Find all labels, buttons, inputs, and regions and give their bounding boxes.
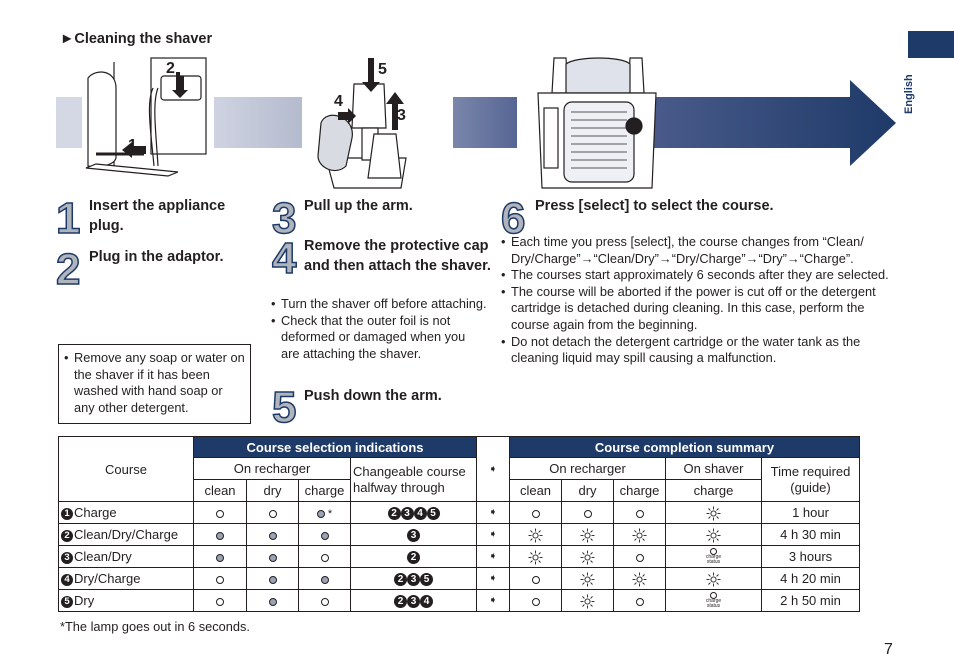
col-charge: charge [666, 480, 762, 502]
completion-cell [510, 502, 562, 524]
lamp-off-icon [216, 598, 224, 606]
course-name: Dry [74, 593, 95, 608]
note-item: • Remove any soap or water on the shaver if it has been washed with hand soap or any other detergent. [64, 350, 246, 416]
step-6-bullets [501, 234, 896, 367]
completion-cell [562, 568, 614, 590]
lamp-on-icon [216, 554, 224, 562]
step-6-bullet: • Each time you press [select], the course changes from “Clean/ Dry/Charge”→“Clean/Dry”→“Dry/Charge”→“Dry”→“Charge”. [501, 234, 896, 267]
charge-status-text: charge status [705, 554, 722, 566]
indicator-cell [247, 568, 299, 590]
course-number: 1 [61, 508, 73, 520]
language-tab-text: English [903, 74, 915, 114]
row-arrow-icon: ➧ [477, 502, 510, 524]
course-name: Dry/Charge [74, 571, 141, 586]
course-rows [59, 502, 860, 612]
band-segment-1 [56, 97, 82, 148]
changeable-cell [351, 502, 477, 524]
table-row [59, 590, 860, 612]
illus-label-3: 3 [397, 107, 406, 124]
plug-illustration [86, 58, 206, 176]
lamp-on-icon [269, 576, 277, 584]
charge-status-icon [703, 548, 725, 565]
indicator-cell [247, 524, 299, 546]
completion-cell [666, 502, 762, 524]
row-arrow-icon: ➧ [477, 546, 510, 568]
col-charge: charge [299, 480, 351, 502]
illus-label-5: 5 [378, 61, 387, 78]
lamp-on-icon [321, 576, 329, 584]
time-cell: 4 h 30 min [762, 524, 860, 546]
indicator-cell [299, 568, 351, 590]
step-6-text: Press [select] to select the course. [535, 198, 774, 214]
completion-cell [510, 546, 562, 568]
indicator-cell [299, 524, 351, 546]
completion-cell [562, 590, 614, 612]
indicator-cell [299, 546, 351, 568]
lamp-lit-icon [706, 528, 721, 543]
completion-cell [510, 524, 562, 546]
table-row [59, 546, 860, 568]
comp-on-shaver: On shaver [666, 458, 762, 480]
step-4-bullets [271, 296, 487, 362]
lamp-lit-icon [632, 528, 647, 543]
language-tab-label [903, 54, 917, 114]
changeable-course-number: 5 [427, 507, 440, 520]
lamp-on-icon [269, 532, 277, 540]
step-6-number: 6 [501, 194, 526, 243]
changeable-course-number: 4 [420, 595, 433, 608]
completion-cell [614, 590, 666, 612]
lamp-off-icon [636, 510, 644, 518]
lamp-lit-icon [706, 506, 721, 521]
step-6-bullet: • The course will be aborted if the power is cut off or the detergent cartridge is detached during cleaning. In this case, perform the course again from the beginning. [501, 284, 896, 334]
lamp-lit-icon [528, 528, 543, 543]
time-cell: 3 hours [762, 546, 860, 568]
step-5-text: Push down the arm. [304, 388, 442, 404]
time-cell: 1 hour [762, 502, 860, 524]
illustration-band [56, 48, 901, 193]
completion-cell [666, 568, 762, 590]
course-name-cell [59, 524, 194, 546]
step-4-bullet: • Check that the outer foil is not deformed or damaged when you are attaching the shaver. [271, 313, 487, 363]
lamp-lit-icon [580, 572, 595, 587]
time-cell: 4 h 20 min [762, 568, 860, 590]
completion-cell [666, 546, 762, 568]
step-1-text: Insert the appliance plug. [89, 198, 226, 234]
step-4-bullet: • Turn the shaver off before attaching. [271, 296, 487, 313]
indicator-cell [194, 590, 247, 612]
course-number: 2 [61, 530, 73, 542]
row-arrow-icon: ➧ [477, 568, 510, 590]
charge-status-text: charge status [705, 598, 722, 610]
time-header: Time required (guide) [762, 458, 860, 502]
changeable-course-number: 3 [407, 529, 420, 542]
changeable-course-number: 3 [401, 507, 414, 520]
changeable-cell [351, 568, 477, 590]
changeable-course-number: 5 [420, 573, 433, 586]
changeable-course-number: 2 [388, 507, 401, 520]
lamp-on-icon [216, 532, 224, 540]
col-dry: dry [562, 480, 614, 502]
step-4-number: 4 [272, 234, 297, 283]
asterisk-mark: * [327, 508, 333, 520]
changeable-cell [351, 524, 477, 546]
indicator-cell [194, 524, 247, 546]
lamp-off-icon [321, 554, 329, 562]
row-arrow-icon: ➧ [477, 524, 510, 546]
completion-cell [614, 546, 666, 568]
completion-header: Course completion summary [510, 437, 860, 458]
indicator-cell [299, 590, 351, 612]
completion-cell [666, 590, 762, 612]
comp-on-recharger: On recharger [510, 458, 666, 480]
course-name-cell [59, 546, 194, 568]
illus-label-2: 2 [166, 60, 175, 77]
course-number: 4 [61, 574, 73, 586]
indicator-cell [194, 502, 247, 524]
charge-status-icon [703, 592, 725, 609]
completion-cell [510, 590, 562, 612]
section-title: ►Cleaning the shaver [60, 31, 213, 47]
selection-header: Course selection indications [194, 437, 477, 458]
step-3-number: 3 [272, 194, 297, 243]
lamp-lit-icon [580, 550, 595, 565]
lamp-lit-icon [706, 572, 721, 587]
cleaner-illustration [538, 58, 656, 188]
flow-arrow-icon: ➧ [477, 437, 510, 502]
indicator-cell [247, 590, 299, 612]
completion-cell [666, 524, 762, 546]
course-name: Charge [74, 505, 117, 520]
changeable-course-number: 2 [407, 551, 420, 564]
step-3-text: Pull up the arm. [304, 198, 413, 214]
completion-cell [614, 568, 666, 590]
changeable-course-number: 2 [394, 573, 407, 586]
completion-cell [614, 502, 666, 524]
completion-cell [562, 524, 614, 546]
changeable-course-number: 3 [407, 595, 420, 608]
row-arrow-icon: ➧ [477, 590, 510, 612]
changeable-course-number: 3 [407, 573, 420, 586]
footnote: *The lamp goes out in 6 seconds. [60, 619, 250, 634]
page-number: 7 [884, 641, 893, 658]
step-5-number: 5 [272, 383, 297, 432]
course-name-cell [59, 502, 194, 524]
lamp-off-icon [216, 576, 224, 584]
indicator-cell [194, 546, 247, 568]
lamp-lit-icon [528, 550, 543, 565]
step-2-text: Plug in the adaptor. [89, 249, 224, 265]
sel-on-recharger: On recharger [194, 458, 351, 480]
lamp-off-icon [584, 510, 592, 518]
lamp-lit-icon [580, 594, 595, 609]
table-row [59, 568, 860, 590]
col-clean: clean [510, 480, 562, 502]
course-number: 3 [61, 552, 73, 564]
indicator-cell [194, 568, 247, 590]
col-charge: charge [614, 480, 666, 502]
note-box [58, 344, 251, 424]
course-table [58, 436, 860, 612]
band-segment-2 [214, 97, 302, 148]
step-1-number: 1 [56, 194, 81, 243]
time-cell: 2 h 50 min [762, 590, 860, 612]
lamp-lit-icon [632, 572, 647, 587]
table-row [59, 502, 860, 524]
course-header: Course [59, 437, 194, 502]
lamp-off-icon [532, 510, 540, 518]
step-6-bullet: • The courses start approximately 6 seconds after they are selected. [501, 267, 896, 284]
lamp-on-icon [269, 554, 277, 562]
lamp-on-icon [317, 510, 325, 518]
band-arrow [650, 80, 896, 166]
course-name: Clean/Dry/Charge [74, 527, 179, 542]
course-name-cell [59, 590, 194, 612]
changeable-cell [351, 590, 477, 612]
illus-label-4: 4 [334, 93, 343, 110]
changeable-course-number: 2 [394, 595, 407, 608]
course-name-cell [59, 568, 194, 590]
completion-cell [614, 524, 666, 546]
lamp-off-icon [532, 576, 540, 584]
lamp-off-icon [269, 510, 277, 518]
lamp-off-icon [636, 554, 644, 562]
course-number: 5 [61, 596, 73, 608]
band-segment-3 [453, 97, 517, 148]
note-list [64, 350, 246, 416]
step-6-bullet: • Do not detach the detergent cartridge or the water tank as the cleaning liquid may spill causing a malfunction. [501, 334, 896, 367]
step-4-text: Remove the protective cap and then attach the shaver. [304, 238, 491, 274]
completion-cell [562, 546, 614, 568]
lamp-off-icon [532, 598, 540, 606]
completion-cell [562, 502, 614, 524]
indicator-cell [247, 546, 299, 568]
col-clean: clean [194, 480, 247, 502]
lamp-on-icon [269, 598, 277, 606]
changeable-header: Changeable course halfway through [351, 458, 477, 502]
lamp-off-icon [321, 598, 329, 606]
lamp-off-icon [636, 598, 644, 606]
changeable-cell [351, 546, 477, 568]
col-dry: dry [247, 480, 299, 502]
changeable-course-number: 4 [414, 507, 427, 520]
indicator-cell [299, 502, 351, 524]
illus-label-1: 1 [128, 137, 137, 154]
lamp-lit-icon [580, 528, 595, 543]
step-2-number: 2 [56, 245, 81, 294]
completion-cell [510, 568, 562, 590]
lamp-on-icon [321, 532, 329, 540]
lamp-off-icon [216, 510, 224, 518]
indicator-cell [247, 502, 299, 524]
course-name: Clean/Dry [74, 549, 132, 564]
table-row [59, 524, 860, 546]
